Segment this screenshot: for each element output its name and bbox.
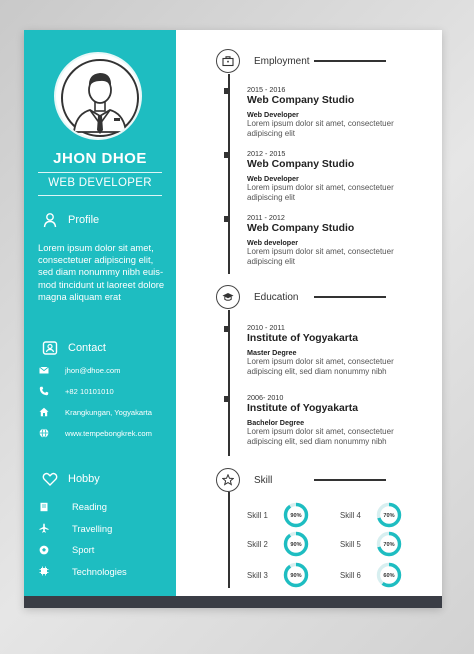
hobby-item <box>38 539 127 561</box>
skill-percent-label: 90% <box>290 573 302 580</box>
timeline-marker <box>224 88 230 94</box>
skill-label: Skill 3 <box>247 570 268 580</box>
contact-address-text: Krangkungan, Yogyakarta <box>65 407 152 417</box>
globe-icon <box>39 428 49 438</box>
timeline-marker <box>224 216 230 222</box>
skill-percent-label: 90% <box>290 542 302 549</box>
sidebar <box>24 30 176 596</box>
timeline-marker <box>224 152 230 158</box>
skill-item <box>247 531 309 557</box>
hobby-item <box>38 518 127 540</box>
skill-progress-ring <box>376 502 402 528</box>
timeline-marker <box>224 396 230 402</box>
profile-text: Lorem ipsum dolor sit amet, consectetuer adipiscing elit, sed diam nonummy nibh euis-mod tincidunt ut laoreet dolore magna aliquam erat <box>38 242 165 302</box>
entry-date: 2015 - 2016 <box>247 85 286 94</box>
plane-icon <box>39 523 49 533</box>
home-icon <box>39 407 49 417</box>
divider <box>314 296 386 298</box>
contact-phone-text: +82 10101010 <box>65 386 114 396</box>
education-heading <box>216 285 386 309</box>
entry-description: Lorem ipsum dolor sit amet, consectetuer adipiscing elit <box>247 119 394 138</box>
hobby-heading <box>42 471 100 487</box>
skill-heading <box>216 468 386 492</box>
hobby-label: Reading <box>72 501 107 513</box>
footer-bar <box>24 596 442 608</box>
hobby-list <box>38 496 127 582</box>
entry-description: Lorem ipsum dolor sit amet, consectetuer adipiscing elit, sed diam nonummy nibh <box>247 427 394 446</box>
entry-company: Web Company Studio <box>247 223 355 234</box>
skill-item <box>340 562 402 588</box>
timeline-marker <box>224 326 230 332</box>
hobby-label: Technologies <box>72 565 127 577</box>
person-title: WEB DEVELOPER <box>48 177 152 189</box>
hobby-heading-label: Hobby <box>68 473 100 485</box>
skill-label: Skill 4 <box>340 510 361 520</box>
entry-company: Web Company Studio <box>247 95 355 106</box>
skill-item <box>247 502 309 528</box>
skill-percent-label: 70% <box>383 542 395 549</box>
entry-degree: Master Degree <box>247 348 297 357</box>
entry-date: 2011 - 2012 <box>247 213 285 222</box>
entry-date: 2012 - 2015 <box>247 149 286 158</box>
skill-label: Skill 6 <box>340 570 361 580</box>
skill-progress-ring <box>283 562 309 588</box>
contact-card-icon <box>42 340 58 356</box>
skill-progress-ring <box>283 531 309 557</box>
entry-school: Institute of Yogyakarta <box>247 333 359 344</box>
divider <box>38 195 162 196</box>
mail-icon <box>39 365 49 375</box>
skill-timeline <box>228 492 230 588</box>
hobby-label: Sport <box>72 544 95 556</box>
star-icon <box>222 474 234 486</box>
skill-label: Skill 2 <box>247 539 268 549</box>
entry-degree: Bachelor Degree <box>247 418 305 427</box>
entry-date: 2006- 2010 <box>247 393 284 402</box>
contact-website-text: www.tempebongkrek.com <box>65 428 152 438</box>
entry-role: Web Developer <box>247 174 299 183</box>
divider <box>38 172 162 173</box>
avatar <box>54 52 142 140</box>
skill-percent-label: 70% <box>383 513 395 520</box>
contact-heading <box>42 340 106 356</box>
employment-heading-label: Employment <box>254 55 310 67</box>
contact-email-text: jhon@dhoe.com <box>65 365 121 375</box>
skill-progress-ring <box>283 502 309 528</box>
skill-item <box>340 502 402 528</box>
book-icon <box>39 502 49 512</box>
skill-item <box>247 562 309 588</box>
entry-date: 2010 - 2011 <box>247 323 285 332</box>
ball-icon <box>39 545 49 555</box>
contact-email[interactable] <box>38 360 152 380</box>
skill-heading-label: Skill <box>254 474 273 486</box>
heart-icon <box>42 471 58 487</box>
entry-role: Web developer <box>247 238 298 247</box>
contact-heading-label: Contact <box>68 342 106 354</box>
hobby-item <box>38 561 127 583</box>
user-icon <box>42 212 58 228</box>
entry-description: Lorem ipsum dolor sit amet, consectetuer adipiscing elit <box>247 183 394 202</box>
divider <box>314 479 386 481</box>
entry-role: Web Developer <box>247 110 299 119</box>
skill-label: Skill 5 <box>340 539 361 549</box>
skill-progress-ring <box>376 531 402 557</box>
contact-phone[interactable] <box>38 381 152 401</box>
phone-icon <box>39 386 49 396</box>
skill-item <box>340 531 402 557</box>
person-name: JHON DHOE <box>53 150 147 167</box>
skill-label: Skill 1 <box>247 510 268 520</box>
chip-icon <box>39 566 49 576</box>
graduation-cap-icon <box>222 291 234 303</box>
contact-address <box>38 402 152 422</box>
employment-timeline <box>228 74 230 274</box>
profile-heading <box>42 212 99 228</box>
entry-description: Lorem ipsum dolor sit amet, consectetuer adipiscing elit, sed diam nonummy nibh <box>247 357 394 376</box>
contact-list <box>38 360 152 444</box>
skill-percent-label: 90% <box>290 513 302 520</box>
skill-progress-ring <box>376 562 402 588</box>
entry-school: Institute of Yogyakarta <box>247 403 359 414</box>
contact-website[interactable] <box>38 423 152 443</box>
entry-company: Web Company Studio <box>247 159 355 170</box>
person-avatar-icon <box>56 54 142 140</box>
profile-heading-label: Profile <box>68 214 100 226</box>
skill-percent-label: 60% <box>383 573 395 580</box>
briefcase-icon <box>222 55 234 67</box>
employment-heading <box>216 49 386 73</box>
hobby-item <box>38 496 127 518</box>
divider <box>314 60 386 62</box>
hobby-label: Travelling <box>72 522 113 534</box>
education-heading-label: Education <box>254 291 299 303</box>
entry-description: Lorem ipsum dolor sit amet, consectetuer adipiscing elit <box>247 247 394 266</box>
